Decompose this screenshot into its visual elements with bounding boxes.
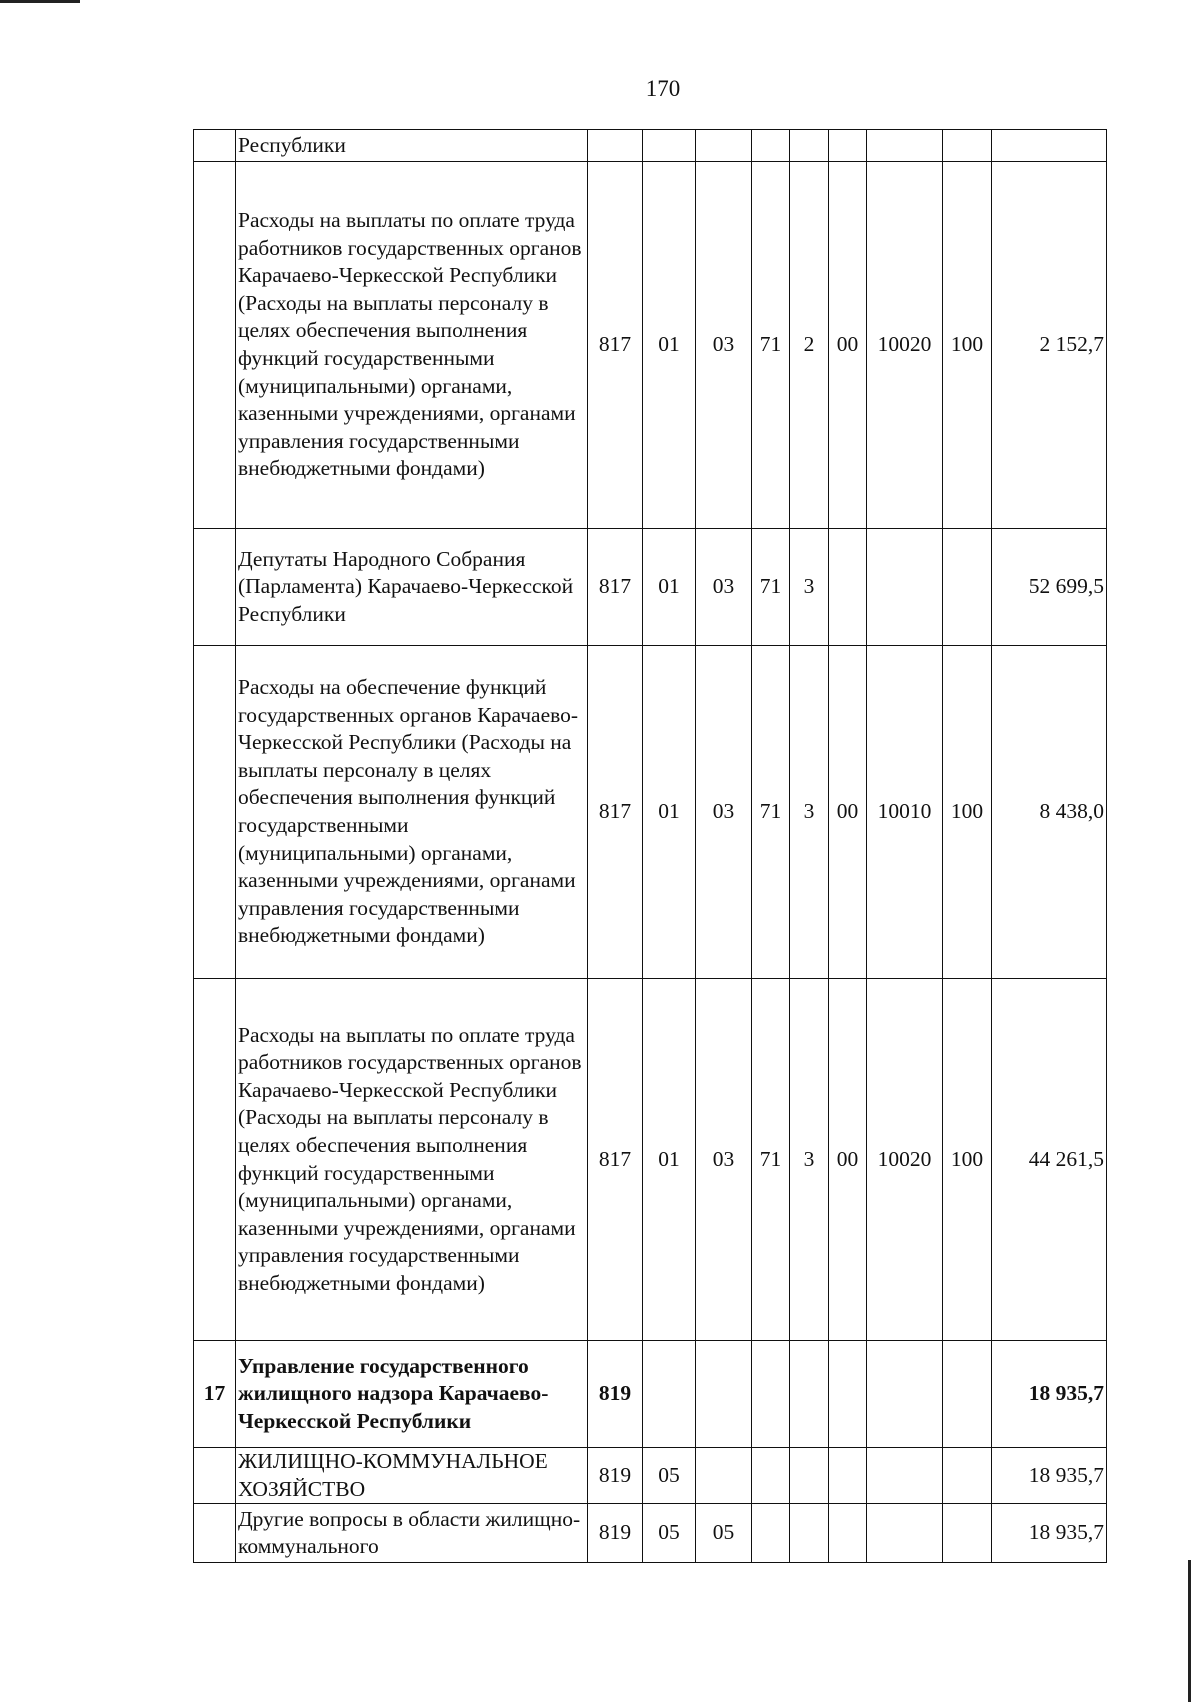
rz-code: 01 — [643, 162, 696, 529]
row-name: ЖИЛИЩНО-КОММУНАЛЬНОЕ ХОЗЯЙСТВО — [236, 1448, 588, 1504]
pr-code: 03 — [696, 646, 752, 979]
program-code: 71 — [752, 529, 790, 646]
scan-artifact-line — [0, 0, 80, 3]
expense-type-code: 100 — [943, 162, 992, 529]
table-row — [194, 130, 1107, 162]
amount: 44 261,5 — [992, 979, 1107, 1341]
ved-code: 817 — [588, 646, 643, 979]
ved-code: 817 — [588, 529, 643, 646]
subprogram-code: 3 — [790, 646, 829, 979]
rz-code: 05 — [643, 1448, 696, 1504]
direction-code — [867, 529, 943, 646]
pr-code — [696, 130, 752, 162]
row-name: Управление государственного жилищного надзора Карачаево-Черкесской Республики — [236, 1341, 588, 1448]
table-body — [194, 130, 1107, 1563]
row-name: Расходы на обеспечение функций государственных органов Карачаево-Черкесской Республики (Расходы на выплаты персоналу в целях обеспечения выполнения функций государственными (муниципальными) органами, казенными учреждениями, органами управления государственными внебюджетными фондами) — [236, 646, 588, 979]
program-code — [752, 1504, 790, 1563]
row-number — [194, 646, 236, 979]
expense-type-code: 100 — [943, 646, 992, 979]
row-number: 17 — [194, 1341, 236, 1448]
row-name: Республики — [236, 130, 588, 162]
event-code — [829, 529, 867, 646]
event-code — [829, 1448, 867, 1504]
subprogram-code — [790, 1448, 829, 1504]
rz-code — [643, 130, 696, 162]
row-number — [194, 529, 236, 646]
event-code: 00 — [829, 979, 867, 1341]
direction-code: 10010 — [867, 646, 943, 979]
event-code — [829, 1341, 867, 1448]
amount: 52 699,5 — [992, 529, 1107, 646]
row-name: Расходы на выплаты по оплате труда работников государственных органов Карачаево-Черкесской Республики (Расходы на выплаты персоналу в целях обеспечения выполнения функций государственными (муниципальными) органами, казенными учреждениями, органами управления государственными внебюджетными фондами) — [236, 162, 588, 529]
pr-code: 03 — [696, 162, 752, 529]
subprogram-code — [790, 1341, 829, 1448]
amount: 2 152,7 — [992, 162, 1107, 529]
table-row — [194, 1341, 1107, 1448]
amount: 18 935,7 — [992, 1448, 1107, 1504]
pr-code: 03 — [696, 529, 752, 646]
budget-table — [193, 129, 1107, 1563]
amount: 18 935,7 — [992, 1504, 1107, 1563]
subprogram-code — [790, 130, 829, 162]
ved-code: 819 — [588, 1341, 643, 1448]
subprogram-code: 3 — [790, 529, 829, 646]
program-code — [752, 1448, 790, 1504]
direction-code — [867, 1448, 943, 1504]
row-number — [194, 979, 236, 1341]
ved-code: 817 — [588, 162, 643, 529]
row-name: Другие вопросы в области жилищно-коммунального — [236, 1504, 588, 1563]
program-code: 71 — [752, 646, 790, 979]
program-code: 71 — [752, 979, 790, 1341]
table-row — [194, 1448, 1107, 1504]
row-number — [194, 1504, 236, 1563]
subprogram-code: 3 — [790, 979, 829, 1341]
table-row — [194, 646, 1107, 979]
table-row — [194, 529, 1107, 646]
row-name: Депутаты Народного Собрания (Парламента) Карачаево-Черкесской Республики — [236, 529, 588, 646]
expense-type-code — [943, 529, 992, 646]
row-number — [194, 130, 236, 162]
expense-type-code — [943, 1341, 992, 1448]
direction-code — [867, 1341, 943, 1448]
direction-code — [867, 1504, 943, 1563]
scan-artifact-line — [1188, 1560, 1191, 1702]
rz-code: 01 — [643, 979, 696, 1341]
rz-code — [643, 1341, 696, 1448]
program-code: 71 — [752, 162, 790, 529]
table-row — [194, 162, 1107, 529]
amount — [992, 130, 1107, 162]
event-code: 00 — [829, 646, 867, 979]
ved-code: 819 — [588, 1504, 643, 1563]
subprogram-code — [790, 1504, 829, 1563]
pr-code — [696, 1341, 752, 1448]
rz-code: 05 — [643, 1504, 696, 1563]
row-name: Расходы на выплаты по оплате труда работников государственных органов Карачаево-Черкесской Республики (Расходы на выплаты персоналу в целях обеспечения выполнения функций государственными (муниципальными) органами, казенными учреждениями, органами управления государственными внебюджетными фондами) — [236, 979, 588, 1341]
event-code: 00 — [829, 162, 867, 529]
expense-type-code — [943, 1504, 992, 1563]
program-code — [752, 130, 790, 162]
ved-code: 817 — [588, 979, 643, 1341]
direction-code: 10020 — [867, 162, 943, 529]
rz-code: 01 — [643, 529, 696, 646]
pr-code: 05 — [696, 1504, 752, 1563]
expense-type-code — [943, 130, 992, 162]
ved-code: 819 — [588, 1448, 643, 1504]
event-code — [829, 130, 867, 162]
direction-code — [867, 130, 943, 162]
expense-type-code: 100 — [943, 979, 992, 1341]
subprogram-code: 2 — [790, 162, 829, 529]
direction-code: 10020 — [867, 979, 943, 1341]
rz-code: 01 — [643, 646, 696, 979]
amount: 8 438,0 — [992, 646, 1107, 979]
expense-type-code — [943, 1448, 992, 1504]
row-number — [194, 1448, 236, 1504]
row-number — [194, 162, 236, 529]
page-number: 170 — [645, 76, 681, 101]
table-row — [194, 1504, 1107, 1563]
ved-code — [588, 130, 643, 162]
pr-code — [696, 1448, 752, 1504]
program-code — [752, 1341, 790, 1448]
table-row — [194, 979, 1107, 1341]
event-code — [829, 1504, 867, 1563]
pr-code: 03 — [696, 979, 752, 1341]
amount: 18 935,7 — [992, 1341, 1107, 1448]
